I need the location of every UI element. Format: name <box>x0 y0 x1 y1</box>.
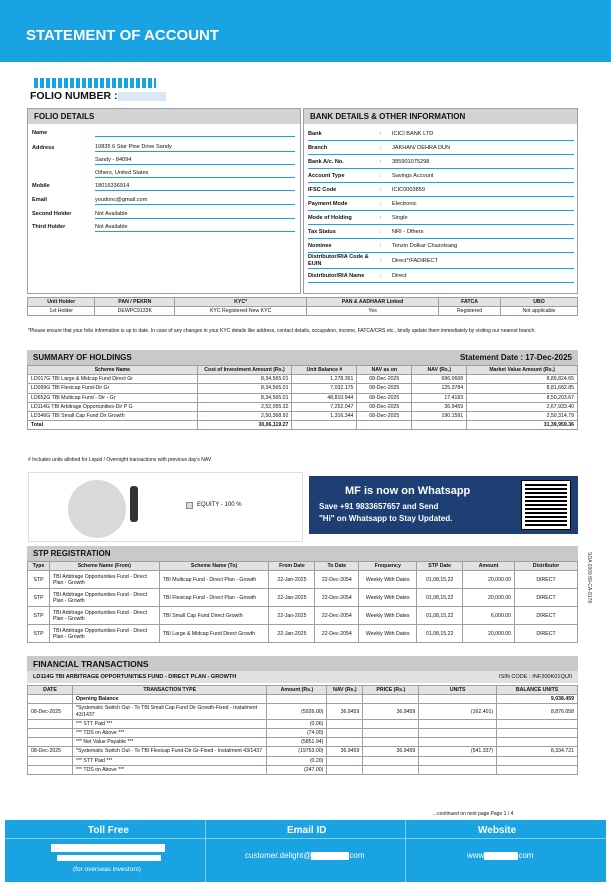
table-row <box>28 729 578 738</box>
support-email-user: customer.delight@ <box>245 851 312 860</box>
bank-row-value: ICIC0003859 <box>392 186 425 193</box>
transaction-cell: 08-Dec-2025 <box>28 704 73 719</box>
transaction-cell <box>28 765 73 774</box>
transactions-header-cell: NAV (Rs.) <box>327 686 363 695</box>
holdings-note: # Includes units allotted for Liquid / Overnight transactions with previous day's NAV <box>28 457 212 463</box>
holdings-cell: 36.9459 <box>412 402 467 411</box>
scheme-name: LD114G TBI ARBITRAGE OPPORTUNITIES FUND - DIRECT PLAN - GROWTH <box>33 674 237 680</box>
folio-barcode <box>34 78 156 88</box>
bank-row-value: Direct*/FADIRECT <box>392 257 438 264</box>
holdings-cell: 8,89,824.65 <box>467 375 578 384</box>
bank-row <box>308 184 574 197</box>
bank-details-list <box>308 128 574 284</box>
stp-header-cell: Frequency <box>359 562 417 571</box>
stp-cell: 20,000.00 <box>463 571 515 589</box>
transaction-cell: 36.9459 <box>363 747 419 756</box>
folio-number-redacted <box>118 92 166 101</box>
transaction-cell: (541.337) <box>419 747 497 756</box>
stp-cell: 01,08,15,22 <box>417 607 463 625</box>
table-row <box>28 607 578 625</box>
transaction-cell: (74.00) <box>267 729 327 738</box>
bank-details-title: BANK DETAILS & OTHER INFORMATION <box>304 109 577 124</box>
transactions-header-cell: Amount (Rs.) <box>267 686 327 695</box>
bank-row-label: Payment Mode <box>308 200 348 207</box>
stp-cell: 20,000.00 <box>463 589 515 607</box>
bank-row-label: Mode of Holding <box>308 214 352 221</box>
holdings-cell: 08-Dec-2025 <box>357 402 412 411</box>
stp-cell: Weekly With Dates <box>359 571 417 589</box>
stp-cell: 22-Dec-2054 <box>315 607 359 625</box>
holdings-cell: 696.0668 <box>412 375 467 384</box>
table-row <box>28 571 578 589</box>
bank-row-label: Tax Status <box>308 228 336 235</box>
transaction-cell <box>497 756 578 765</box>
toll-free-number-2-redacted <box>57 855 161 861</box>
holdings-cell: 125.3784 <box>412 384 467 393</box>
transaction-cell: (5926.00) <box>267 704 327 719</box>
transaction-cell <box>363 765 419 774</box>
email-value: youdonc@gmail.com <box>95 197 295 205</box>
bank-row <box>308 156 574 169</box>
transaction-cell: *** STT Paid *** <box>72 756 267 765</box>
website-domain-redacted <box>484 852 518 860</box>
holdings-cell: 1,278.361 <box>292 375 357 384</box>
stp-body <box>28 571 578 643</box>
folio-details-title: FOLIO DETAILS <box>28 109 300 124</box>
transaction-cell: 8,876.058 <box>497 704 578 719</box>
bank-row-label: Nominee <box>308 242 332 249</box>
holdings-cell: 7,032.175 <box>292 384 357 393</box>
name-label: Name <box>32 130 48 136</box>
transaction-cell <box>327 719 363 728</box>
table-row <box>28 756 578 765</box>
kyc-table <box>27 297 578 316</box>
total-label: Total <box>28 421 198 430</box>
table-row <box>28 765 578 774</box>
bank-row-colon: : <box>380 144 382 151</box>
bank-row <box>308 270 574 283</box>
stp-cell: 6,000.00 <box>463 607 515 625</box>
banner-title: MF is now on Whatsapp <box>345 485 471 497</box>
transactions-header-cell: BALANCE UNITS <box>497 686 578 695</box>
stp-cell: TBI Flexicap Fund - Direct Plan - Growth <box>159 589 269 607</box>
stp-cell: STP <box>28 607 50 625</box>
bank-row-value: Direct <box>392 272 407 279</box>
holdings-header-row <box>28 366 578 375</box>
transaction-cell: (162.401) <box>419 704 497 719</box>
stp-cell: 01,08,15,22 <box>417 625 463 643</box>
statement-title: STATEMENT OF ACCOUNT <box>26 27 220 44</box>
stp-header-cell: STP Date <box>417 562 463 571</box>
toll-free-heading: Toll Free <box>88 825 129 836</box>
transaction-cell: 36.9459 <box>363 704 419 719</box>
address-line-1: 10835 6 Star Pine Drive Sandy <box>95 144 295 152</box>
transaction-cell <box>497 765 578 774</box>
holdings-cell: 2,67,933.40 <box>467 402 578 411</box>
bank-row-colon: : <box>380 228 382 235</box>
pie-label-marker <box>130 486 138 522</box>
banner-line-2: "Hi" on Whatsapp to Stay Updated. <box>319 514 453 523</box>
continued-note: ...continued on next page Page 1 / 4 <box>433 811 514 817</box>
bank-row-value: Tenzin Dolkar Chazotsang <box>392 242 458 249</box>
kyc-cell: Not applicable <box>501 307 578 316</box>
transaction-cell <box>363 738 419 747</box>
toll-free-number-redacted <box>51 844 165 852</box>
holdings-total-row <box>28 421 578 430</box>
holdings-cell: LD017G TBI Large & Midcap Fund Direct Gr <box>28 375 198 384</box>
bank-row-value: ICICI BANK LTD <box>392 130 434 137</box>
bank-row-value: NRI - Others <box>392 228 424 235</box>
transaction-cell <box>327 738 363 747</box>
transaction-cell: 08-Dec-2025 <box>28 747 73 756</box>
holdings-table <box>27 365 578 430</box>
table-row <box>28 704 578 719</box>
bank-row-colon: : <box>380 158 382 165</box>
third-holder-value: Not Available <box>95 224 295 232</box>
bank-row <box>308 254 574 269</box>
address-line-2: Sandy - 84094 <box>95 157 295 165</box>
holdings-cell: 08-Dec-2025 <box>357 384 412 393</box>
stp-title: STP REGISTRATION <box>27 546 578 561</box>
third-holder-field <box>95 224 295 232</box>
stp-cell: TBI Arbitrage Opportunities Fund - Direct Plan - Growth <box>49 625 159 643</box>
footer-divider-2 <box>405 820 406 882</box>
email-label: Email <box>32 197 47 203</box>
stp-cell: TBI Large & Midcap Fund Direct Growth <box>159 625 269 643</box>
kyc-header-cell: UBO <box>501 298 578 307</box>
bank-row-colon: : <box>380 186 382 193</box>
transaction-cell <box>28 719 73 728</box>
email-field <box>95 197 295 205</box>
kyc-cell: KYC Registered-New KYC <box>175 307 307 316</box>
transaction-cell: 36.9459 <box>327 747 363 756</box>
overseas-note: (for overseas investors) <box>73 866 141 873</box>
transaction-cell: (0.06) <box>267 719 327 728</box>
kyc-header-cell: KYC* <box>175 298 307 307</box>
bank-row-label: Bank <box>308 130 322 137</box>
stp-header-cell: Amount <box>463 562 515 571</box>
stp-table <box>27 561 578 643</box>
transactions-header-cell: TRANSACTION TYPE <box>72 686 267 695</box>
holdings-cell: 08-Dec-2025 <box>357 393 412 402</box>
stp-cell: DIRECT <box>515 571 578 589</box>
stp-cell: DIRECT <box>515 607 578 625</box>
kyc-cell: Yes <box>307 307 439 316</box>
table-row <box>28 625 578 643</box>
stp-header-row <box>28 562 578 571</box>
transaction-cell: (19753.00) <box>267 747 327 756</box>
support-email-tail: com <box>349 851 365 860</box>
opening-balance-units: 9,038.459 <box>497 695 578 704</box>
transaction-cell <box>28 729 73 738</box>
table-row <box>28 589 578 607</box>
kyc-header-cell: Unit Holder <box>28 298 95 307</box>
holdings-header-cell: NAV (Rs.) <box>412 366 467 375</box>
stp-cell: 22-Dec-2054 <box>315 625 359 643</box>
stp-cell: 01,08,15,22 <box>417 571 463 589</box>
stp-cell: TBI Arbitrage Opportunities Fund - Direct Plan - Growth <box>49 589 159 607</box>
holdings-cell: 2,52,055.32 <box>197 402 292 411</box>
table-row <box>28 393 578 402</box>
holdings-cell: 8,34,565.01 <box>197 393 292 402</box>
holdings-cell: 8,34,565.01 <box>197 375 292 384</box>
transactions-header-cell: UNITS <box>419 686 497 695</box>
opening-balance-label: Opening Balance <box>72 695 267 704</box>
holdings-header-cell: Cost of Investment Amount (Rs.) <box>197 366 292 375</box>
table-row <box>28 375 578 384</box>
bank-row-colon: : <box>380 257 382 264</box>
transactions-header-cell: PRICE (Rs.) <box>363 686 419 695</box>
stp-cell: Weekly With Dates <box>359 589 417 607</box>
transactions-table <box>27 685 578 775</box>
holdings-header-cell: Scheme Name <box>28 366 198 375</box>
stp-cell: 01,08,15,22 <box>417 589 463 607</box>
holdings-cell: LD346G TBI Small Cap Fund Dir Growth <box>28 412 198 421</box>
holdings-cell: 2,50,314.79 <box>467 412 578 421</box>
statement-date: Statement Date : 17-Dec-2025 <box>459 353 572 362</box>
stp-cell: DIRECT <box>515 625 578 643</box>
folio-number-label: FOLIO NUMBER : <box>30 90 118 102</box>
mobile-label: Mobile <box>32 183 50 189</box>
total-cost: 30,06,119.27 <box>197 421 292 430</box>
kyc-note: *Please ensure that your folio information is up to date. In case of any changes in your KYC details like address, contact details, occupation, income, FATCA/CRS etc., kindly update them immediately by visiting our nearest branch. <box>28 328 536 334</box>
bank-row-label: Account Type <box>308 172 345 179</box>
mobile-value: 18016336914 <box>95 183 295 191</box>
holdings-cell: LD114G TBI Arbitrage Opportunities-Dir P G <box>28 402 198 411</box>
email-heading: Email ID <box>287 825 327 836</box>
transaction-cell <box>419 756 497 765</box>
stp-cell: Weekly With Dates <box>359 625 417 643</box>
kyc-data-row <box>28 307 578 316</box>
bank-row-colon: : <box>380 242 382 249</box>
holdings-cell: 8,34,565.01 <box>197 384 292 393</box>
bank-row-value: Single <box>392 214 408 221</box>
table-row <box>28 412 578 421</box>
transaction-cell <box>28 738 73 747</box>
holdings-header-cell: NAV as on <box>357 366 412 375</box>
stp-header-cell: To Date <box>315 562 359 571</box>
address-label: Address <box>32 145 55 151</box>
bank-row-label: Distributor/RIA Code & EUIN <box>308 254 369 267</box>
holdings-cell: LD099G TBI Flexicap Fund-Dir Gr <box>28 384 198 393</box>
stp-cell: TBI Multicap Fund - Direct Plan - Growth <box>159 571 269 589</box>
second-holder-field <box>95 211 295 219</box>
contact-footer <box>5 820 606 882</box>
kyc-header-cell: FATCA <box>439 298 501 307</box>
transaction-cell: 36.9459 <box>327 704 363 719</box>
holdings-title-bar <box>27 350 578 365</box>
stp-cell: 22-Jan-2025 <box>269 607 315 625</box>
stp-cell: 22-Jan-2025 <box>269 625 315 643</box>
bank-row-colon: : <box>380 200 382 207</box>
equity-legend-swatch <box>186 502 193 509</box>
statement-header <box>0 0 611 62</box>
opening-balance-row <box>28 695 578 704</box>
bank-row-value: 385901075298 <box>392 158 430 165</box>
holdings-cell: 08-Dec-2025 <box>357 412 412 421</box>
transaction-cell <box>327 765 363 774</box>
bank-row-label: Bank A/c. No. <box>308 158 344 165</box>
bank-row <box>308 170 574 183</box>
transaction-cell: 8,334.721 <box>497 747 578 756</box>
stp-header-cell: Type <box>28 562 50 571</box>
support-email[interactable] <box>245 851 365 860</box>
address-line-3: Others, United States <box>95 170 295 178</box>
transactions-header-cell: DATE <box>28 686 73 695</box>
whatsapp-banner[interactable] <box>309 476 578 534</box>
holdings-body <box>28 375 578 421</box>
holdings-cell: LD652G TBI Multicap Fund - Dir - Gr <box>28 393 198 402</box>
table-row <box>28 719 578 728</box>
website-heading: Website <box>478 825 517 836</box>
stp-cell: TBI Arbitrage Opportunities Fund - Direct Plan - Growth <box>49 607 159 625</box>
stp-cell: 22-Jan-2025 <box>269 571 315 589</box>
banner-line-1: Save +91 9833657657 and Send <box>319 502 439 511</box>
stp-cell: TBI Arbitrage Opportunities Fund - Direct Plan - Growth <box>49 571 159 589</box>
bank-row-value: Electronic <box>392 200 417 207</box>
bank-row <box>308 128 574 141</box>
bank-row-label: Branch <box>308 144 328 151</box>
transaction-cell <box>497 729 578 738</box>
holdings-cell: 48,810.944 <box>292 393 357 402</box>
kyc-header-row <box>28 298 578 307</box>
holdings-cell: 190.1591 <box>412 412 467 421</box>
bank-row-label: IFSC Code <box>308 186 337 193</box>
stp-header-cell: Scheme Name (To) <box>159 562 269 571</box>
transaction-cell: (247.00) <box>267 765 327 774</box>
transaction-cell: *Systematic Switch Out - To TBI Small Cap Fund Dir Growth-Fixed - Instalment 43/1437 <box>72 704 267 719</box>
bank-row-value: JAKHAN/ DEHRA DUN <box>392 144 451 151</box>
address-field <box>95 144 295 178</box>
transaction-cell <box>28 756 73 765</box>
bank-row-value: Savings Account <box>392 172 434 179</box>
holdings-cell: 08-Dec-2025 <box>357 375 412 384</box>
stp-cell: 22-Dec-2054 <box>315 589 359 607</box>
kyc-header-cell: PAN / PEKRN <box>95 298 175 307</box>
bank-row <box>308 212 574 225</box>
transaction-cell: *Systematic Switch Out - To TBI Flexicap Fund-Dir Gr-Fixed - Instalment 43/1437 <box>72 747 267 756</box>
bank-row-colon: : <box>380 272 382 279</box>
bank-row <box>308 198 574 211</box>
holdings-title: SUMMARY OF HOLDINGS <box>33 353 132 362</box>
bank-row-colon: : <box>380 130 382 137</box>
allocation-pie <box>68 480 126 538</box>
kyc-cell: 1st Holder <box>28 307 95 316</box>
total-market-value: 31,39,959.36 <box>467 421 578 430</box>
mobile-field <box>95 183 295 191</box>
stp-cell: 22-Jan-2025 <box>269 589 315 607</box>
transaction-cell <box>327 729 363 738</box>
footer-rule <box>5 838 606 839</box>
transaction-cell <box>327 756 363 765</box>
transaction-cell <box>419 729 497 738</box>
transactions-title: FINANCIAL TRANSACTIONS <box>27 656 578 671</box>
stp-cell: STP <box>28 589 50 607</box>
stp-cell: 20,000.00 <box>463 625 515 643</box>
stp-cell: TBI Small Cap Fund Direct Growth <box>159 607 269 625</box>
transaction-cell: *** Net Value Payable *** <box>72 738 267 747</box>
transaction-cell: *** TDS on Above *** <box>72 765 267 774</box>
transaction-cell: (0.20) <box>267 756 327 765</box>
transaction-cell <box>419 738 497 747</box>
holdings-header-cell: Market Value Amount (Rs.) <box>467 366 578 375</box>
name-field <box>95 136 295 137</box>
kyc-cell: Registered <box>439 307 501 316</box>
kyc-header-cell: PAN & AADHAAR Linked <box>307 298 439 307</box>
holdings-header-cell: Unit Balance # <box>292 366 357 375</box>
table-row <box>28 402 578 411</box>
bank-row <box>308 226 574 239</box>
stp-header-cell: Scheme Name (From) <box>49 562 159 571</box>
bank-row-label: Distributor/RIA Name <box>308 272 365 279</box>
transactions-body <box>28 704 578 775</box>
table-row <box>28 384 578 393</box>
equity-legend-label: EQUITY - 100 % <box>197 502 242 508</box>
holdings-cell: 7,252.047 <box>292 402 357 411</box>
isin-code: ISIN CODE : INF200K01QU0 <box>498 674 572 680</box>
kyc-cell: DEWPC9133K <box>95 307 175 316</box>
stp-header-cell: From Date <box>269 562 315 571</box>
email-domain-redacted <box>311 852 349 860</box>
holdings-cell: 2,50,368.92 <box>197 412 292 421</box>
table-row <box>28 747 578 756</box>
bank-row-colon: : <box>380 172 382 179</box>
transaction-cell <box>497 738 578 747</box>
stp-header-cell: Distributor <box>515 562 578 571</box>
side-code: SOA 0009 89-CA-8178 <box>586 552 592 604</box>
scheme-bar <box>27 671 578 683</box>
table-row <box>28 738 578 747</box>
stp-cell: STP <box>28 571 50 589</box>
second-holder-value: Not Available <box>95 211 295 219</box>
qr-code-icon <box>522 481 570 529</box>
website-tail: com <box>518 851 534 860</box>
stp-cell: 22-Dec-2054 <box>315 571 359 589</box>
transaction-cell: *** TDS on Above *** <box>72 729 267 738</box>
holdings-cell: 8,81,682.85 <box>467 384 578 393</box>
third-holder-label: Third Holder <box>32 224 66 230</box>
transaction-cell <box>497 719 578 728</box>
transaction-cell: *** STT Paid *** <box>72 719 267 728</box>
transaction-cell <box>419 719 497 728</box>
second-holder-label: Second Holder <box>32 211 72 217</box>
footer-divider-1 <box>205 820 206 882</box>
bank-row <box>308 142 574 155</box>
bank-row <box>308 240 574 253</box>
stp-cell: Weekly With Dates <box>359 607 417 625</box>
transaction-cell <box>363 756 419 765</box>
transaction-cell <box>419 765 497 774</box>
website-link[interactable] <box>467 851 533 860</box>
holdings-cell: 17.4183 <box>412 393 467 402</box>
transaction-cell <box>363 719 419 728</box>
holdings-cell: 1,316.344 <box>292 412 357 421</box>
holdings-cell: 8,50,203.67 <box>467 393 578 402</box>
transaction-cell <box>363 729 419 738</box>
transactions-header-row <box>28 686 578 695</box>
stp-cell: DIRECT <box>515 589 578 607</box>
bank-row-colon: : <box>380 214 382 221</box>
stp-cell: STP <box>28 625 50 643</box>
transaction-cell: (5851.94) <box>267 738 327 747</box>
website-prefix: www <box>467 851 485 860</box>
